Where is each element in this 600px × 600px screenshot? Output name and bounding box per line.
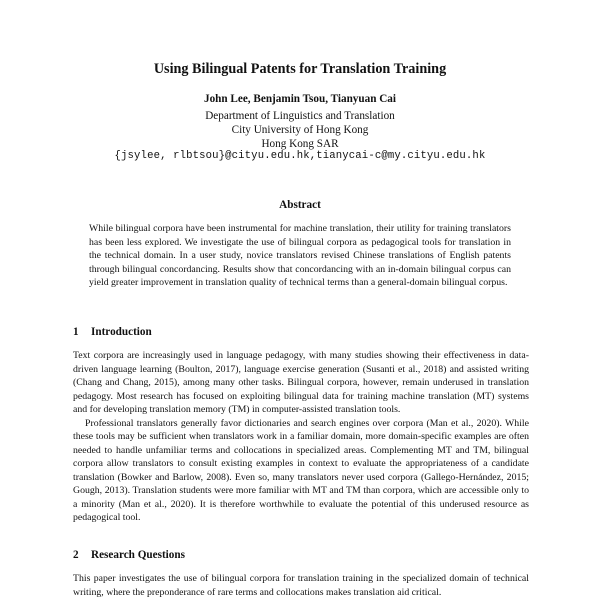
section-number: 2: [73, 549, 79, 561]
paragraph: Text corpora are increasingly used in language pedagogy, with many studies showing their effectiveness in data-driven language learning (Boulton, 2017), language exercise generation (Susanti et al., 2018) and assisted writing (Chang and Chang, 2015), among many other tasks. Bilingual corpora, however, remain underused in translation pedagogy. Most research has focused on exploiting bilingual data for training machine translation (MT) systems and for developing translation memory (TM) in computer-assisted translation tools.: [73, 350, 529, 415]
paragraph: This paper investigates the use of bilingual corpora for translation training in the specialized domain of technical writing, where the preponderance of rare terms and collocations makes translation aid critical.: [73, 573, 529, 598]
introduction-body: [73, 349, 529, 525]
affiliation-region: Hong Kong SAR: [261, 138, 339, 150]
author-emails: {jsylee, rlbtsou}@cityu.edu.hk,tianycai-c@my.cityu.edu.hk: [114, 150, 486, 162]
affiliation-department: Department of Linguistics and Translation: [205, 110, 395, 122]
paper-title: Using Bilingual Patents for Translation Training: [153, 61, 447, 77]
abstract-text: While bilingual corpora have been instrumental for machine translation, their utility for training translators has been less explored. We investigate the use of bilingual corpora as pedagogical tools for translation in the technical domain. In a user study, novice translators revised Chinese translations of English patents through bilingual concordancing. Results show that concordancing with an in-domain bilingual corpus can yield greater improvement in translation quality of technical terms than a general-domain bilingual corpus.: [89, 223, 511, 288]
section-title: Introduction: [91, 326, 152, 338]
abstract-heading: Abstract: [279, 199, 321, 211]
paper-authors: John Lee, Benjamin Tsou, Tianyuan Cai: [203, 93, 397, 105]
section-heading-research-questions: [73, 549, 185, 561]
section-number: 1: [73, 326, 79, 338]
section-title: Research Questions: [91, 549, 185, 561]
paragraph: Professional translators generally favor dictionaries and search engines over corpora (Man et al., 2020). While these tools may be sufficient when translators work in a familiar domain, more domain-specific examples are often needed to handle unfamiliar terms and collocations in specialized areas. Complementing MT and TM, bilingual corpora allow translators to consult existing examples in context to evaluate the appropriateness of a candidate translation (Bowker and Barlow, 2008). Even so, many translators never used corpora (Gallego-Hernández, 2015; Gough, 2013). Translation students were more familiar with MT and TM than corpora, which are accessible only to a minority (Man et al., 2020). It is therefore worthwhile to evaluate the potential of this underused resource as pedagogical tool.: [73, 417, 529, 523]
research-questions-body: [73, 572, 529, 599]
section-heading-introduction: [73, 326, 152, 338]
affiliation-university: City University of Hong Kong: [231, 124, 369, 136]
